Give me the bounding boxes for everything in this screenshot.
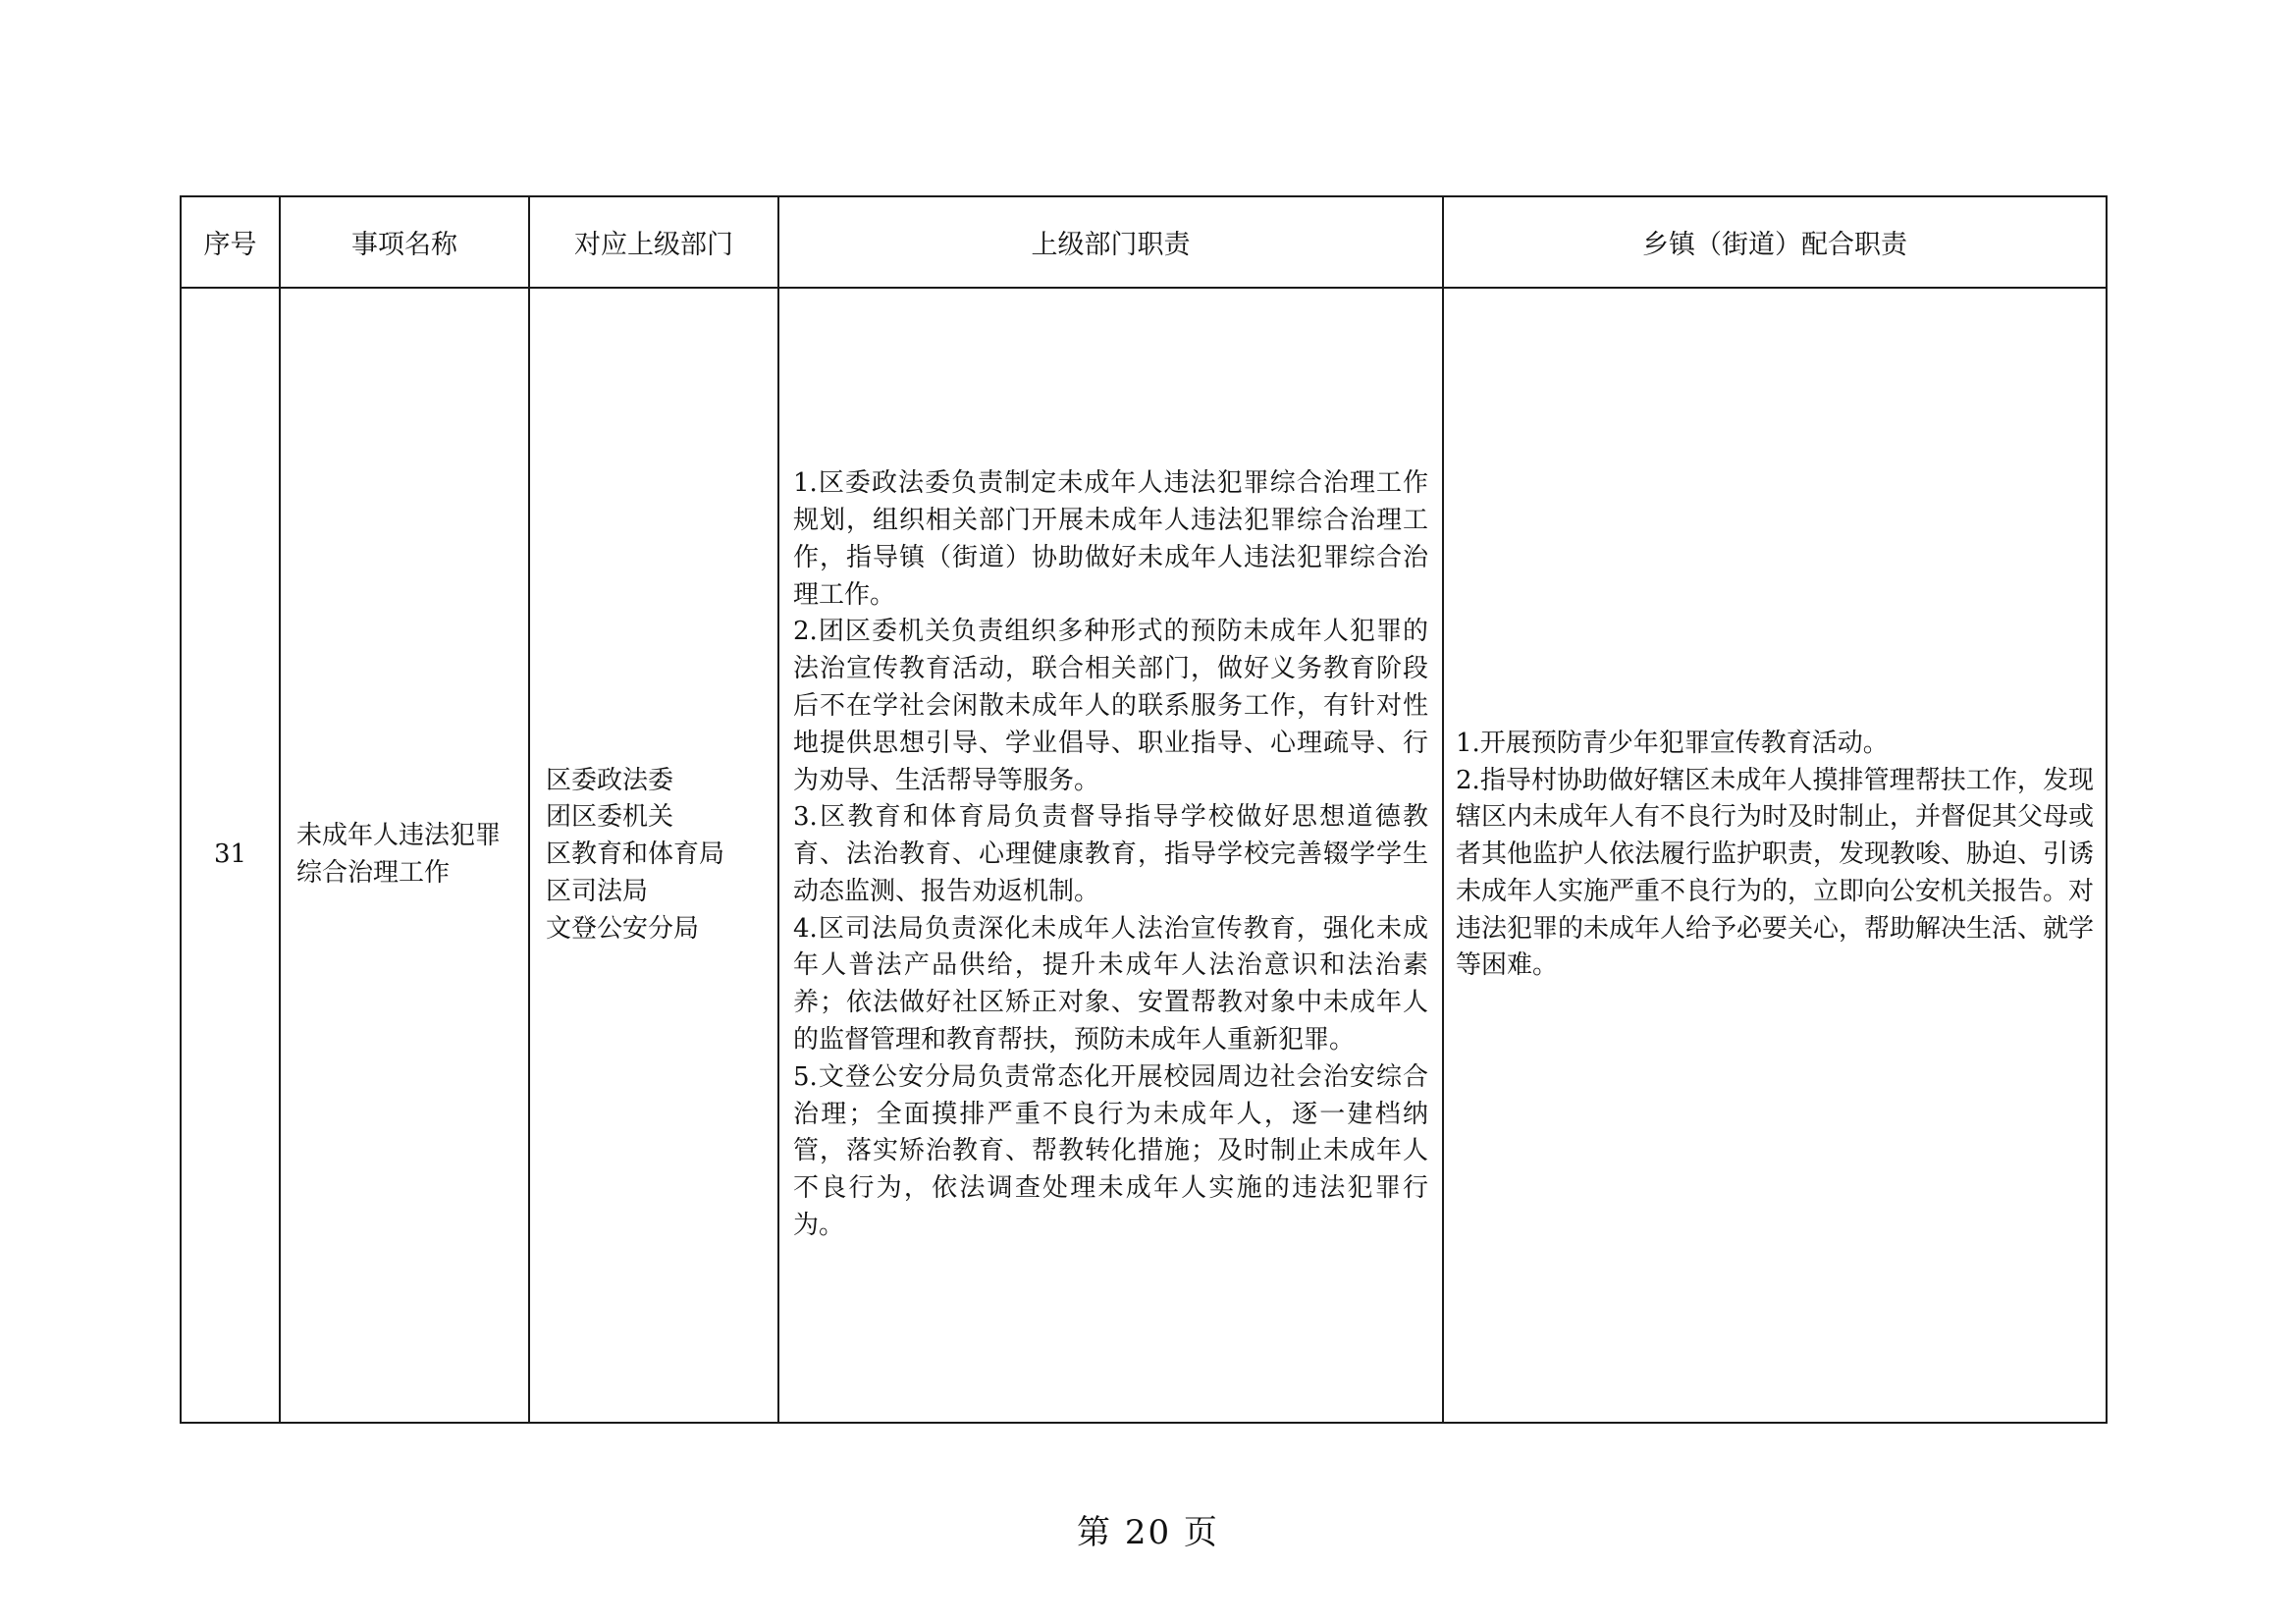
duty-table <box>180 195 2108 1424</box>
row-serial-number: 31 <box>181 288 280 1423</box>
header-serial-number: 序号 <box>181 196 280 288</box>
table-header-row <box>181 196 2107 288</box>
row-departments <box>529 288 778 1423</box>
superior-duty-item: 5.文登公安分局负责常态化开展校园周边社会治安综合治理；全面摸排严重不良行为未成年人，逐一建档纳管，落实矫治教育、帮教转化措施；及时制止未成年人不良行为，依法调查处理未成年人实施的违法犯罪行为。 <box>793 1061 1428 1241</box>
header-item-name: 事项名称 <box>280 196 529 288</box>
town-duty-item: 2.指导村协助做好辖区未成年人摸排管理帮扶工作，发现辖区内未成年人有不良行为时及时制止，并督促其父母或者其他监护人依法履行监护职责，发现教唆、胁迫、引诱未成年人实施严重不良行为的，立即向公安机关报告。对违法犯罪的未成年人给予必要关心，帮助解决生活、就学等困难。 <box>1456 765 2095 981</box>
header-town-duties: 乡镇（街道）配合职责 <box>1443 196 2107 288</box>
superior-duty-item: 2.团区委机关负责组织多种形式的预防未成年人犯罪的法治宣传教育活动，联合相关部门，做好义务教育阶段后不在学社会闲散未成年人的联系服务工作，有针对性地提供思想引导、学业倡导、职业指导、心理疏导、行为劝导、生活帮导等服务。 <box>793 617 1428 795</box>
department-item: 团区委机关 <box>546 802 674 833</box>
department-item: 区司法局 <box>546 876 649 906</box>
row-town-duties <box>1443 288 2107 1423</box>
row-item-name: 未成年人违法犯罪综合治理工作 <box>280 288 529 1423</box>
superior-duty-item: 1.区委政法委负责制定未成年人违法犯罪综合治理工作规划，组织相关部门开展未成年人违法犯罪综合治理工作，指导镇（街道）协助做好未成年人违法犯罪综合治理工作。 <box>793 468 1428 610</box>
page-number: 第 20 页 <box>1077 1513 1219 1552</box>
superior-duty-item: 3.区教育和体育局负责督导指导学校做好思想道德教育、法治教育、心理健康教育，指导学校完善辍学学生动态监测、报告劝返机制。 <box>793 802 1428 906</box>
row-superior-duties <box>778 288 1443 1423</box>
header-superior-department: 对应上级部门 <box>529 196 778 288</box>
superior-duty-item: 4.区司法局负责深化未成年人法治宣传教育，强化未成年人普法产品供给，提升未成年人法治意识和法治素养；依法做好社区矫正对象、安置帮教对象中未成年人的监督管理和教育帮扶，预防未成年人重新犯罪。 <box>793 913 1428 1056</box>
department-item: 文登公安分局 <box>546 913 700 944</box>
table-row <box>181 288 2107 1423</box>
town-duty-item: 1.开展预防青少年犯罪宣传教育活动。 <box>1456 728 1889 758</box>
header-superior-duties: 上级部门职责 <box>778 196 1443 288</box>
department-item: 区委政法委 <box>546 765 674 795</box>
department-item: 区教育和体育局 <box>546 839 725 870</box>
